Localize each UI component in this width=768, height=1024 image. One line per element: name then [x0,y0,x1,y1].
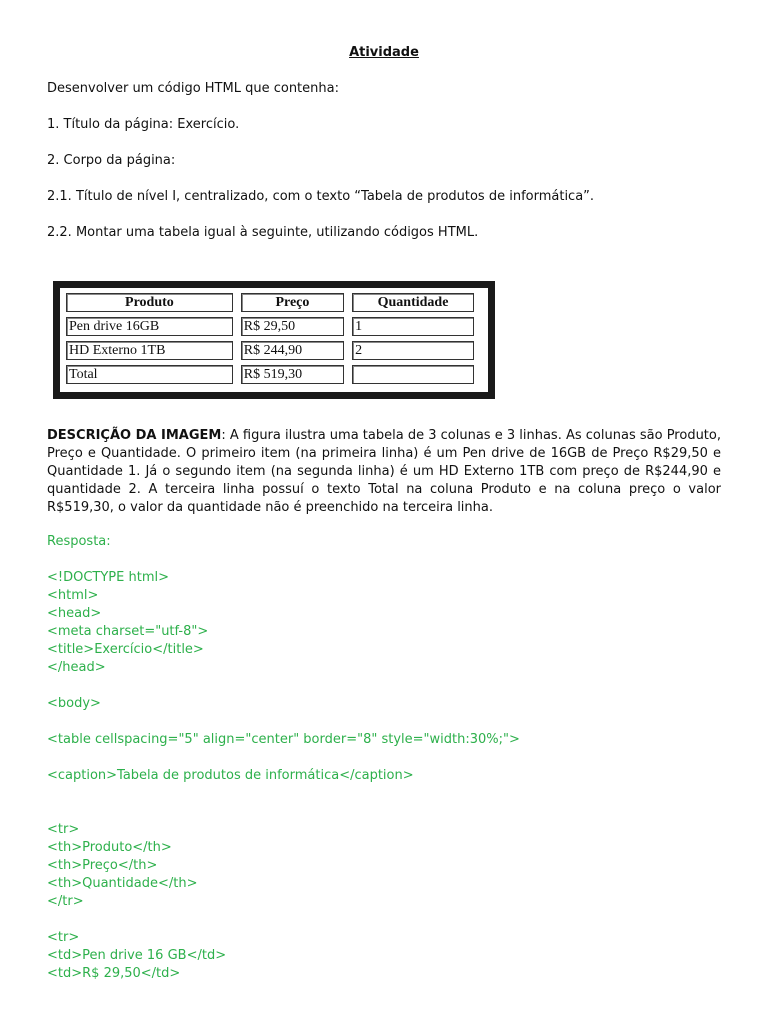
code-line [47,785,721,803]
code-line: <td>R$ 29,50</td> [47,966,181,981]
code-line: <html> [47,588,99,603]
table-header-row [66,293,474,312]
code-line: <th>Produto</th> [47,840,172,855]
table-cell: HD Externo 1TB [66,341,233,360]
table-cell: R$ 29,50 [241,317,344,336]
table-figure-frame [53,281,495,399]
table-cell: 2 [352,341,474,360]
code-line: <meta charset="utf-8"> [47,624,209,639]
code-line: <th>Quantidade</th> [47,876,198,891]
answer-label: Resposta: [47,534,111,549]
code-line [47,803,721,821]
description-paragraph [47,427,721,517]
code-line: <th>Preço</th> [47,858,158,873]
code-line: <table cellspacing="5" align="center" border="8" style="width:30%;"> [47,732,520,747]
answer-section [47,533,721,983]
intro-text: Desenvolver um código HTML que contenha: [47,81,339,96]
code-line: <td>Pen drive 16 GB</td> [47,948,227,963]
header-quantidade: Quantidade [352,293,474,312]
product-table [58,288,482,389]
image-description [47,427,721,517]
code-line [47,551,721,569]
code-line: <head> [47,606,102,621]
code-line: <title>Exercício</title> [47,642,204,657]
answer-code [47,551,721,983]
code-line [47,749,721,767]
code-line [47,713,721,731]
table-cell: R$ 244,90 [241,341,344,360]
table-cell: Pen drive 16GB [66,317,233,336]
table-row [66,341,474,360]
table-cell [352,365,474,384]
description-label: DESCRIÇÃO DA IMAGEM [47,428,222,443]
item-2-1: 2.1. Título de nível I, centralizado, com o texto “Tabela de produtos de informática”. [47,189,595,204]
table-cell: 1 [352,317,474,336]
code-line: <body> [47,696,101,711]
item-1: 1. Título da página: Exercício. [47,117,240,132]
code-line: <!DOCTYPE html> [47,570,169,585]
item-2: 2. Corpo da página: [47,153,176,168]
code-line: </head> [47,660,106,675]
header-produto: Produto [66,293,233,312]
code-line: <tr> [47,822,80,837]
code-line [47,677,721,695]
item-2-2: 2.2. Montar uma tabela igual à seguinte, utilizando códigos HTML. [47,225,479,240]
code-line: </tr> [47,894,84,909]
document-title: Atividade [349,45,419,60]
description-text: : A figura ilustra uma tabela de 3 colunas e 3 linhas. As colunas são Produto, Preço e Quantidade. O primeiro item (na primeira linha) é um Pen drive de 16GB de Preço R$29,50 e Quantidade 1. Já o segundo item (na segunda linha) é um HD Externo 1TB com preço de R$244,90 e quantidade 2. A terceira linha possuí o texto Total na coluna Produto e na coluna preço o valor R$519,30, o valor da quantidade não é preenchido na terceira linha. [47,428,721,515]
code-line [47,911,721,929]
document-page [47,44,721,242]
table-figure [53,281,495,399]
table-cell: R$ 519,30 [241,365,344,384]
code-line: <tr> [47,930,80,945]
header-preco: Preço [241,293,344,312]
table-cell: Total [66,365,233,384]
table-row [66,317,474,336]
table-row [66,365,474,384]
code-line: <caption>Tabela de produtos de informática</caption> [47,768,414,783]
